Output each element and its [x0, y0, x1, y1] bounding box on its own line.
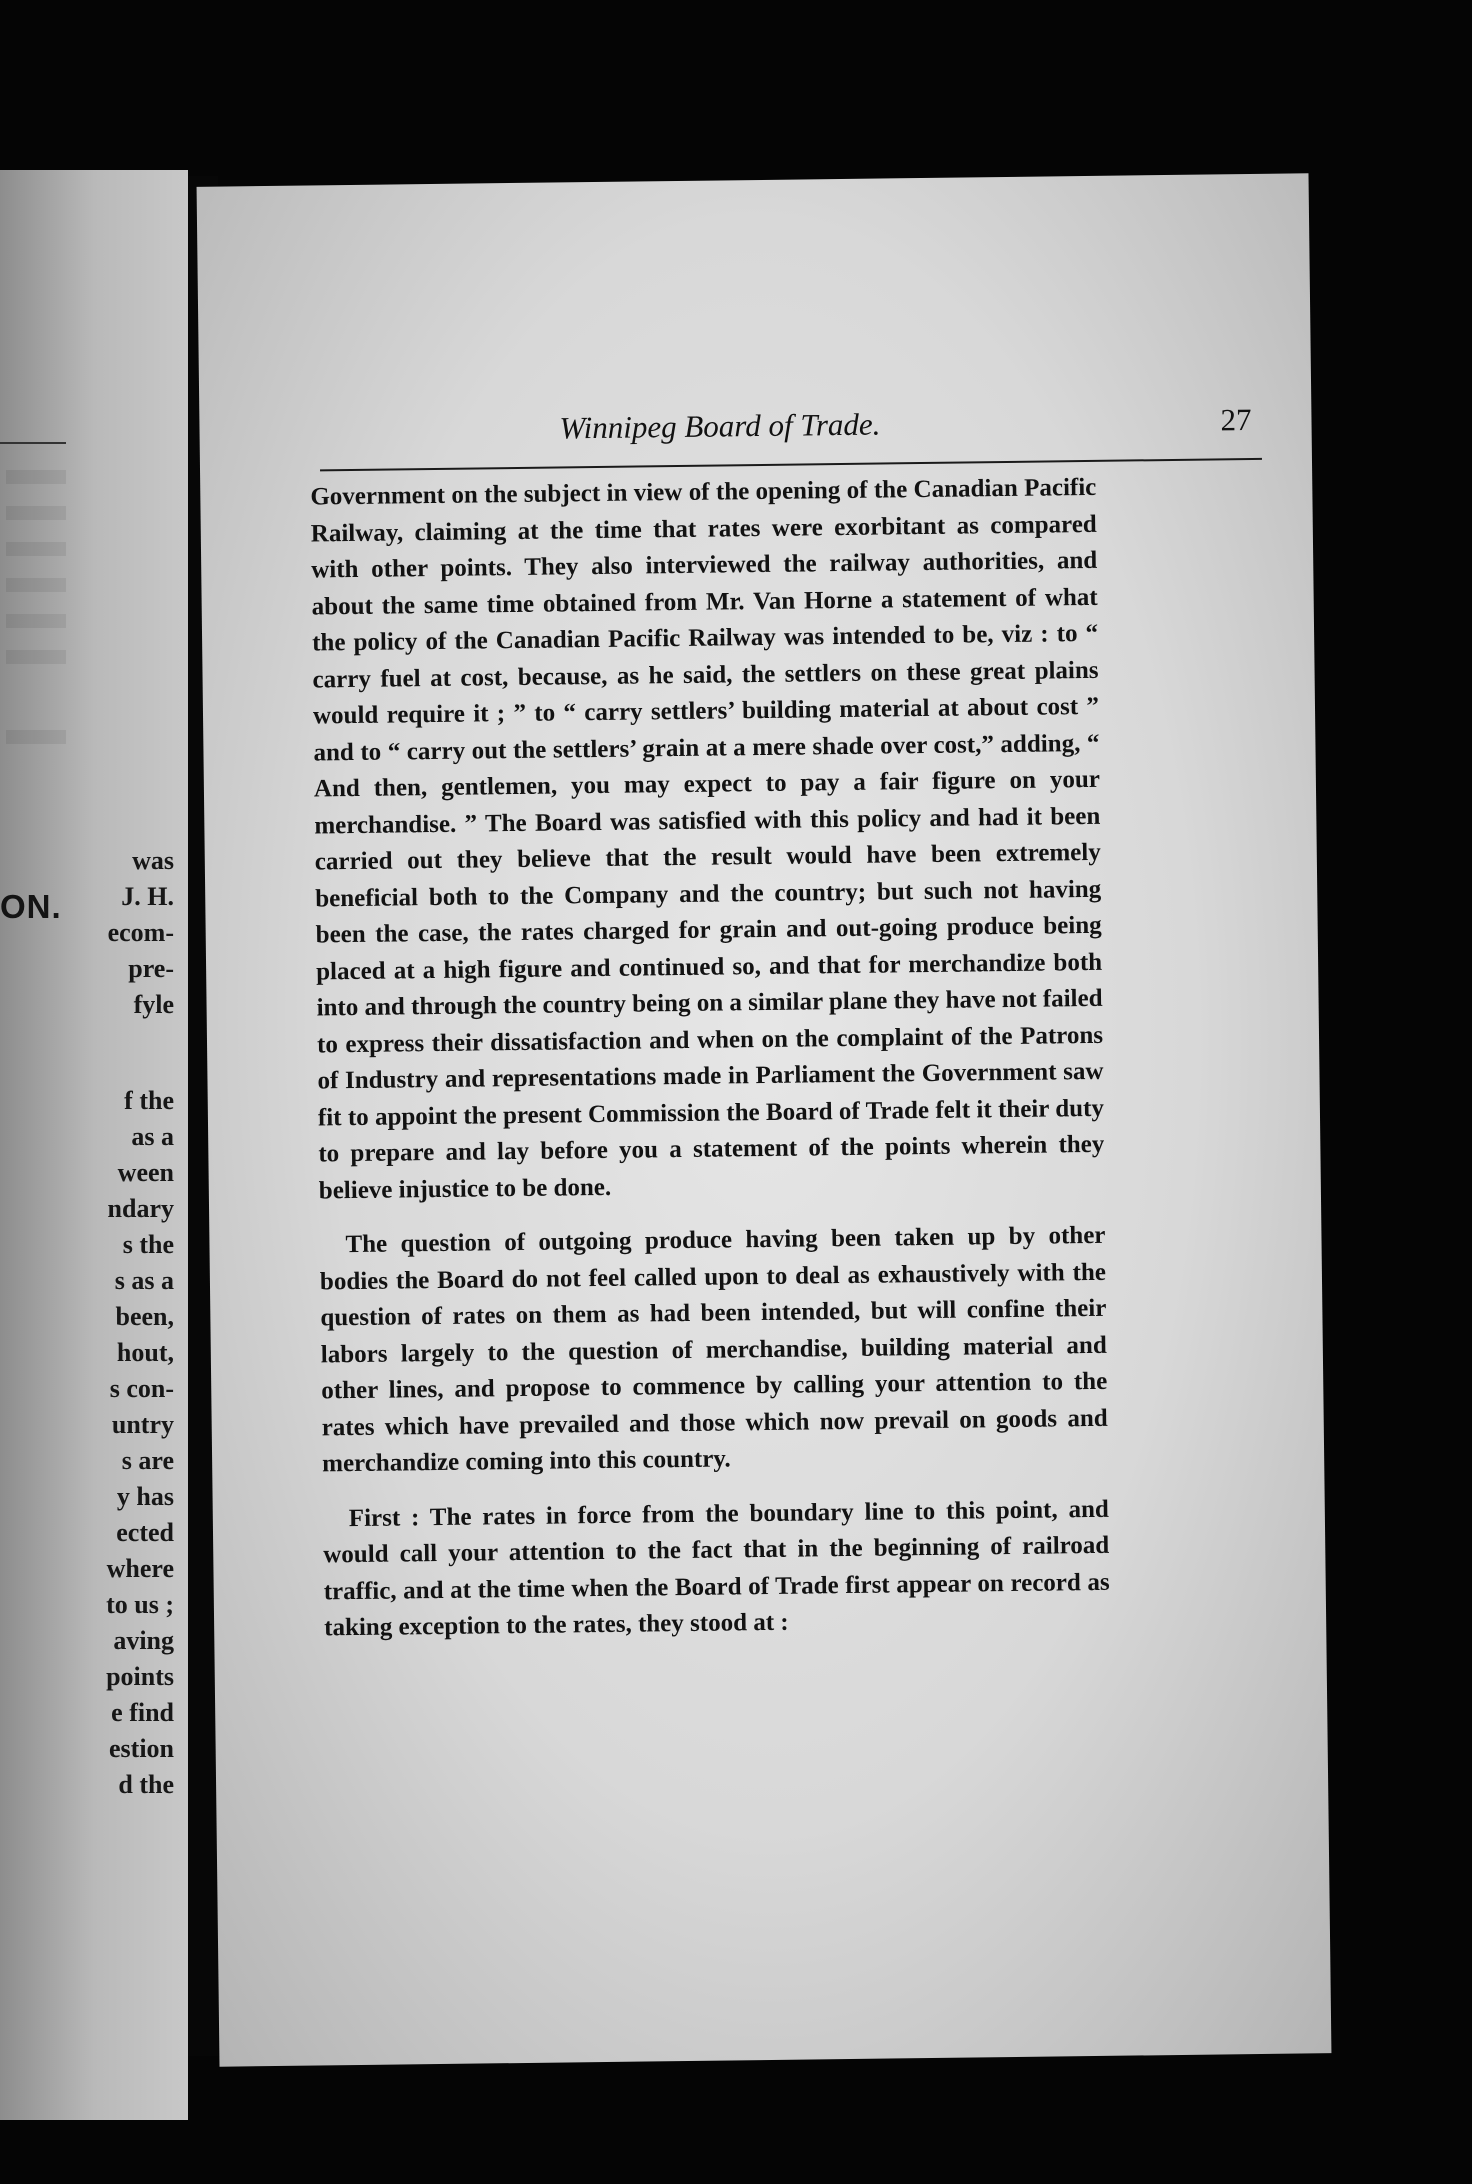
left-page-fragment: ecom- [107, 918, 174, 947]
faded-text [6, 650, 66, 664]
left-page-fragment: to us ; [106, 1590, 174, 1619]
main-page [197, 173, 1332, 2066]
left-page-fragment: untry [111, 1410, 174, 1439]
faded-text [6, 578, 66, 592]
left-page-fragment: e find [111, 1698, 174, 1727]
left-page-fragment: y has [116, 1482, 174, 1511]
left-page-fragment: fyle [133, 990, 174, 1019]
left-page-fragment: pre- [128, 954, 174, 983]
body-text [310, 470, 1110, 1647]
left-page-fragment: s are [121, 1446, 174, 1475]
running-title: Winnipeg Board of Trade. [559, 406, 881, 446]
paragraph: Government on the subject in view of the opening of the Canadian Pacific Railway, claiming at the time that rates were exorbitant as compared with other points. They also interviewed the railway authorities, and about the same time obtained from Mr. Van Horne a statement of what the policy of the Canadian Pacific Railway was intended to be, viz : to “ carry fuel at cost, because, as he said, the settlers on these great plains would require it ; ” to “ carry settlers’ building material at about cost ” and to “ carry out the settlers’ grain at a mere shade over cost,” adding, “ And then, gentlemen, you may expect to pay a fair figure on your merchandise. ” The Board was satisfied with this policy and had it been carried out they believe that the result would have been extremely beneficial both to the Company and the country; but such not having been the case, the rates charged for grain and out-going produce being placed at a high figure and continued so, and that for merchandize both into and through the country being on a similar plane they have not failed to express their dissatisfaction and when on the complaint of the Patrons of Industry and representations made in Parliament the Government saw fit to appoint the present Commission the Board of Trade felt it their duty to prepare and lay before you a statement of the points wherein they believe injustice to be done. [310, 473, 1105, 1204]
faded-text [6, 730, 66, 744]
paragraph: First : The rates in force from the boundary line to this point, and would call your attention to the fact that in the beginning of railroad traffic, and at the time when the Board of Trade first appear on record as taking exception to the rates, they stood at : [323, 1495, 1110, 1642]
running-header [199, 401, 1311, 455]
faded-text [6, 506, 66, 520]
faded-text [6, 614, 66, 628]
left-page-fragment: ected [116, 1518, 174, 1547]
left-page-fragment: estion [109, 1734, 174, 1763]
left-page-fragment: hout, [116, 1338, 174, 1367]
left-page-fragment: ndary [107, 1194, 174, 1223]
left-page-fragment: d the [118, 1770, 174, 1799]
left-page-fragment: was [132, 846, 174, 875]
faded-text [6, 470, 66, 484]
left-page-heading: ON. [0, 888, 62, 925]
left-page-fragment: been, [115, 1302, 174, 1331]
left-page-fragment: s the [122, 1230, 174, 1259]
left-page-fragment: s con- [109, 1374, 174, 1403]
left-page-fragment: s as a [114, 1266, 174, 1295]
paragraph: The question of outgoing produce having been taken up by other bodies the Board do not feel called upon to deal as exhaustively with the question of rates on them as had been intended, but will confine their labors largely to the question of merchandise, building material and other lines, and propose to commence by calling your attention to the rates which have prevailed and those which now prevail on goods and merchandize coming into this country. [319, 1221, 1108, 1478]
left-page-fragment: J. H. [121, 882, 174, 911]
left-page [0, 170, 188, 2120]
left-page-fragment: as a [131, 1122, 174, 1151]
left-page-fragment: where [106, 1554, 174, 1583]
faded-text [6, 542, 66, 556]
left-page-fragment: aving [113, 1626, 174, 1655]
left-page-fragment: ween [117, 1158, 174, 1187]
page-number: 27 [1220, 401, 1252, 438]
header-rule [320, 458, 1262, 472]
left-page-fragment: f the [124, 1086, 174, 1115]
left-page-rule [0, 442, 66, 444]
left-page-fragment: points [106, 1662, 174, 1691]
